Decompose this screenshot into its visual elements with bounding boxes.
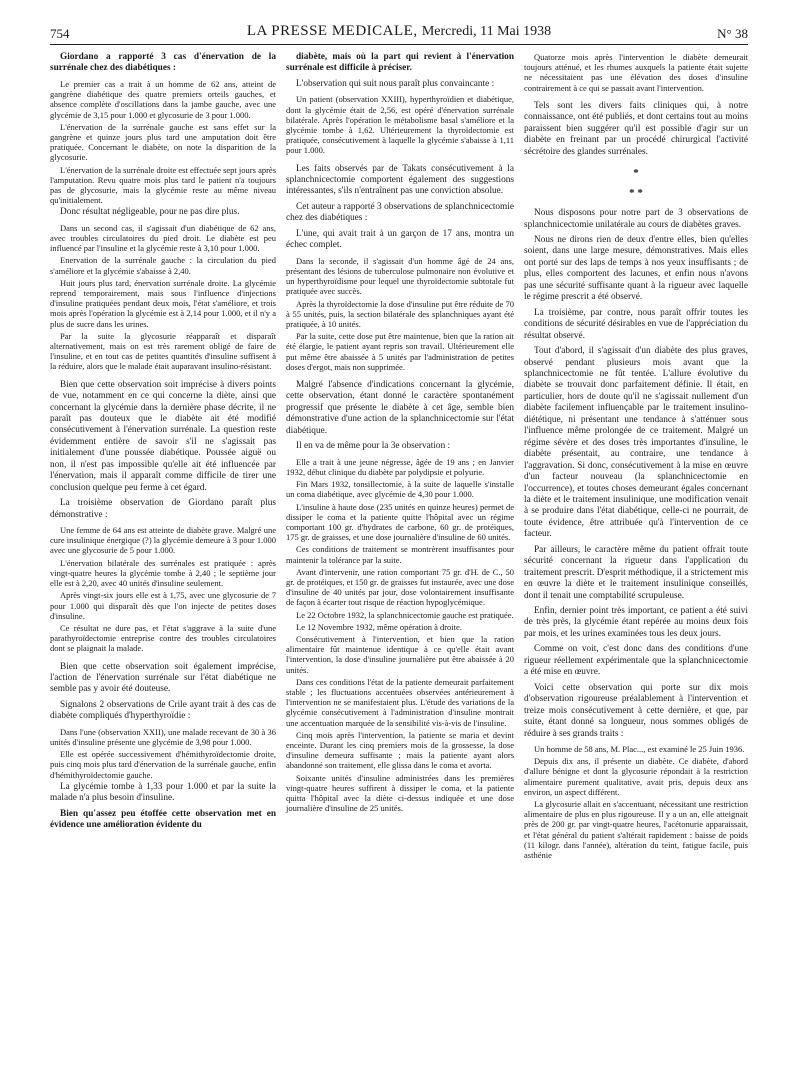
paragraph: Giordano a rapporté 3 cas d'énervation de la surrénale chez des diabétiques : [50,52,276,74]
paragraph: Tels sont les divers faits cliniques qui, à notre connaissance, ont été publiés, et dont certains tout au moins paraissent bien suggérer qu'il est possible d'agir sur un diabète en freinant par un procédé chirurgical l'activité sécrétoire des glandes surrénales. [524,100,748,157]
paragraph: Après vingt-six jours elle est à 1,75, avec une glycosurie de 7 pour 1.000 qui disparaît dès que l'on injecte de petites doses d'insuline. [50,590,276,621]
paragraph: Par la suite, cette dose put être maintenue, bien que la ration ait été élargie, le patient ayant repris son travail. Ultérieurement elle put même être abaissée à 5 unités par l'administration de petites doses d'ergot, mais non supprimée. [286,331,514,372]
paragraph: Il en va de même pour la 3e observation : [296,441,451,452]
paragraph: La troisième, par contre, nous paraît offrir toutes les conditions de sécurité désirables en vue de l'appréciation du résultat observé. [524,307,748,341]
paragraph: La troisième observation de Giordano paraît plus démonstrative : [50,498,276,520]
paragraph: Bien qu'assez peu étoffée cette observation met en évidence une amélioration évidente du [50,808,276,831]
paragraph: L'énervation de la surrénale gauche est sans effet sur la gangrène et quinze jours plus tard une amputation doit être pratiquée. Concernant le diabète, on note la disparition de la glycosurie. [50,121,276,163]
paragraph: Enervation de la surrénale gauche : la circulation du pied s'améliore et la glycémie s'abaisse à 2,40. [50,255,276,276]
paragraph: Enfin, dernier point très important, ce patient a été suivi de très près, la glycémie étant repérée au moins deux fois par mois, et les urines examinées tous les deux jours. [524,606,748,639]
paragraph: Dans un second cas, il s'agissait d'un diabétique de 62 ans, avec troubles circulatoires du pied droit. Le diabète est peu influencé par l'insuline et la glycémie reste à 3,10 pour 1.000. [50,222,276,254]
page-number: 754 [50,26,70,41]
paragraph: Soixante unités d'insuline administrées dans les premières vingt-quatre heures suffirent à dissiper le coma, et la patiente quitta l'hôpital avec la diète ci-dessus indiquée et une dose journalière d'insuline de 25 unités. [286,772,514,814]
paragraph: Les faits observés par de Takats consécutivement à la splanchnicectomie comportent également des suggestions intéressantes, s'ils n'entraînent pas une conviction absolue. [286,163,514,197]
paragraph: Dans ces conditions l'état de la patiente demeurait parfaitement stable ; les fluctuations accentuées observées antérieurement à l'intervention ne se manifestaient plus. L'étude des variations de la glycémie consécutivement à l'administration d'insuline montrait une accentuation marquée de la sensibilité vis-à-vis de l'insuline. [286,676,514,728]
paragraph: Comme on voit, c'est donc dans des conditions d'une rigueur réellement expérimentale que la splanchnicectomie a été mise en œuvre. [524,644,748,678]
page-header [50,20,748,45]
paragraph: Signalons 2 observations de Crile ayant trait à des cas de diabète compliqués d'hyperthyroïdie : [50,699,276,722]
paragraph: L'observation qui suit nous paraît plus convaincante : [296,78,495,89]
paragraph: Huit jours plus tard, énervation surrénale droite. La glycémie reprend temporairement, mais sous l'influence d'injections d'insuline pratiquées pendant deux mois, l'état s'améliore, et trois mois après l'opération la glycémie est à 2,14 pour 1.000, et il n'y a plus de sucre dans les urines. [50,277,276,329]
paragraph: Depuis dix ans, il présente un diabète. Ce diabète, d'abord d'allure bénigne et dont la glycosurie répondait à la restriction alimentaire purement qualitative, avait pris, depuis deux ans environ, un aspect différent. [524,756,748,797]
paragraph: Après la thyroïdectomie la dose d'insuline put être réduite de 70 à 55 unités, puis, la section bilatérale des splanchniques ayant été pratiquée, à 10 unités. [286,298,514,329]
paragraph: Un patient (observation XXIII), hyperthyroïdien et diabétique, dont la glycémie était de 2,56, est opéré d'énervation surrénale bilatérale. Après l'opération le métabolisme basal s'améliore et la glycémie tombe à 1,62. Ultérieurement la thyroïdectomie est pratiquée, consécutivement à laquelle la glycémie s'abaisse à 1,11 pour 1.000. [286,94,514,156]
paragraph: Le 12 Novembre 1932, même opération à droite. [296,621,462,632]
paragraph: Un homme de 58 ans, M. Plac..., est examiné le 25 Juin 1936. [534,744,745,755]
paragraph: Consécutivement à l'intervention, et bien que la ration alimentaire fût maintenue identique à ce qu'elle était avant l'intervention, la dose d'insuline journalière put être abaissée à 20 unités. [286,633,514,675]
paragraph: Elle a trait à une jeune négresse, âgée de 19 ans ; en Janvier 1932, début clinique du diabète par polydipsie et polyurie. [286,456,514,477]
paragraph: La glycémie tombe à 1,33 pour 1.000 et par la suite la malade n'a plus besoin d'insuline. [50,781,276,804]
paragraph: Donc résultat négligeable, pour ne pas dire plus. [60,207,240,218]
paragraph: Dans la seconde, il s'agissait d'un homme âgé de 24 ans, présentant des lésions de tuberculose pulmonaire non évolutive et un hyperthyroïdisme pour lequel une thyroïdectomie subtotale fut pratiquée avec succès. [286,255,514,297]
issue-number: N° 38 [717,26,748,41]
paragraph: Bien que cette observation soit également imprécise, l'action de l'énervation surrénale sur l'état diabétique ne semble pas y avoir été douteuse. [50,661,276,695]
paragraph: Une femme de 64 ans est atteinte de diabète grave. Malgré une cure insulinique énergique (?) la glycémie demeure à 3 pour 1.000 avec une glycosurie de 5 pour 1.000. [50,525,276,556]
section-separator: * * [629,187,643,200]
paragraph: Voici cette observation qui porte sur dix mois d'observation rigoureuse préalablement à l'intervention et treize mois consécutivement à cette dernière, et que, par suite, étant donné sa longueur, nous sommes obligés de réduire à ses grands traits : [524,682,748,739]
paragraph: Tout d'abord, il s'agissait d'un diabète des plus graves, observé pendant plusieurs mois avant que la splanchnicectomie ne fût tentée. L'allure évolutive du diabète se trouvait donc parfaitement définie. Il était, en particulier, hors de doute qu'il ne s'agissait nullement d'un diabète facilement influençable par le traitement insulino-diététique, ni présentant une tendance à s'atténuer sous l'influence même prolongée de ce traitement. Malgré un régime sévère et des doses très importantes d'insuline, le diabète présentait, au contraire, une tendance à l'aggravation. Si donc, consécutivement à la mise en œuvre d'un facteur nouveau (la splanchnicectomie en l'occurrence), et toutes choses demeurant égales concernant la diète et le traitement insulinique, une modification venait à se produire dans l'état diabétique, celle-ci ne pourrait, de toute évidence, être attribuée qu'à l'intervention de ce facteur. [524,346,748,540]
issue-date: Mercredi, 11 Mai 1938 [421,24,552,39]
paragraph: Avant d'intervenir, une ration comportant 75 gr. d'H. de C., 50 gr. de protéiques, et 150 gr. de graisses fut instaurée, avec une dose d'insuline de 40 unités par jour, dose volontairement insuffisante de façon à écarter tout risque de réaction hypoglycémique. [286,566,515,608]
paragraph: L'insuline à haute dose (235 unités en quinze heures) permet de dissiper le coma et la patiente quitte l'hôpital avec un régime comportant 100 gr. d'hydrates de carbone, 60 gr. de protéiques, 175 gr. de graisses, et une dose journalière d'insuline de 60 unités. [286,501,514,543]
paragraph: L'énervation bilatérale des surrénales est pratiquée : après vingt-quatre heures la glycémie tombe à 2,40 ; le septième jour elle est à 2,20, avec 40 unités d'insuline seulement. [50,557,276,589]
paragraph: Par la suite la glycosurie réapparaît et disparaît alternativement, mais on est très rarement obligé de faire de l'insuline, et en tout cas de petites quantités d'insuline suffisent à la réduire, alors que le malade était auparavant insulino-résistant. [50,330,276,372]
journal-title-line [50,23,748,40]
paragraph: Par ailleurs, le caractère même du patient offrait toute sécurité concernant la rigueur dans l'application du traitement prescrit. D'esprit méthodique, il a strictement mis en œuvre la diète et le traitement insulinique conseillés, dont il tenait une comptabilité scrupuleuse. [524,544,748,601]
paragraph: La glycosurie allait en s'accentuant, nécessitant une restriction alimentaire de plus en plus rigoureuse. Il y a un an, elle atteignait près de 200 gr. par vingt-quatre heures, l'acétonurie apparaissait, et l'état général du patient s'altérait rapidement : baisse de poids (11 kilogr. dans l'année), altération du teint, fatigue facile, puis asthénie [524,799,748,861]
paragraph: Le 22 Octobre 1932, la splanchnicectomie gauche est pratiquée. [296,609,514,620]
paragraph: Cinq mois après l'intervention, la patiente se maria et devint enceinte. Durant les cinq premiers mois de la grossesse, la dose d'insuline demeura suffisante ; mais la patiente ayant alors abandonné son traitement, elle glissa dans le coma et avorta. [286,729,514,771]
paragraph: Ce résultat ne dure pas, et l'état s'aggrave à la suite d'une parathyroïdectomie entreprise contre des troubles circulatoires dont se plaignait la malade. [50,622,276,654]
paragraph: Ces conditions de traitement se montrèrent insuffisantes pour maintenir la tolérance par la suite. [286,544,514,565]
paragraph: Le premier cas a trait à un homme de 62 ans, atteint de gangrène diabétique des quatre premiers orteils gauches, et absence complète d'oscillations dans la jambe gauche, avec une glycémie de 3,15 pour 1.000 et glycosurie de 3 pour 1.000. [50,78,276,120]
paragraph: Dans l'une (observation XXII), une malade recevant de 30 à 36 unités d'insuline présente une glycémie de 3,98 pour 1.000. [50,726,276,747]
paragraph: L'une, qui avait trait à un garçon de 17 ans, montra un échec complet. [286,228,514,251]
paragraph: Elle est opérée successivement d'hémithyroïdectomie droite, puis cinq mois plus tard d'énervation de la surrénale gauche, enfin d'hémithyroïdectomie gauche. [50,749,276,780]
text-column-right [524,52,748,862]
text-column-middle [286,52,514,815]
paragraph: L'énervation de la surrénale droite est effectuée sept jours après l'amputation. Revu quatre mois plus tard le patient n'a toujours pas de glycosurie, mais la glycémie reste au même niveau qu'initialement. [50,164,276,206]
journal-name: LA PRESSE MEDICALE, [246,23,418,39]
paragraph: Quatorze mois après l'intervention le diabète demeurait toujours atténué, et les rhumes auxquels la patiente était sujette ne nécessitaient pas une élévation des doses d'insuline contrairement à ce qui se passait avant l'intervention. [524,52,748,93]
paragraph: Fin Mars 1932, tonsillectomie, à la suite de laquelle s'installe un coma diabétique, avec glycémie de 4,30 pour 1.000. [286,479,514,500]
paragraph: Cet auteur a rapporté 3 observations de splanchnicectomie chez des diabétiques : [286,201,514,224]
paragraph: Nous disposons pour notre part de 3 observations de splanchnicectomie unilatérale au cours de diabètes graves. [524,208,748,230]
paragraph: diabète, mais où la part qui revient à l'énervation surrénale est difficile à préciser. [286,52,514,74]
paragraph: Nous ne dirons rien de deux d'entre elles, bien qu'elles soient, dans une large mesure, démonstratives. Mais elles ont porté sur des laps de temps à nos yeux insuffisants ; de plus, elles comportent des lacunes, et enfin nous n'avons pas une sécurité suffisante quant à la rigueur avec laquelle le régime prescrit a été observé. [524,234,748,303]
paragraph: Malgré l'absence d'indications concernant la glycémie, cette observation, étant donné le caractère spontanément progressif que présente le diabète à cet âge, semble bien démonstrative d'une action de la splanchnicectomie sur l'état diabétique. [286,379,514,436]
paragraph: Bien que cette observation soit imprécise à divers points de vue, notamment en ce qui concerne la diète, ainsi que concernant la glycémie dans la dernière phase décrite, il ne paraît pas douteux que le diabète ait été modifié consécutivement à l'énervation surrénale. La question reste évidemment entière de savoir s'il ne s'agissait pas initialement d'une poussée diabétique. Poussée aiguë ou non, il n'est pas impossible qu'elle ait été influencée par l'énervation, mais il apparaît comme difficile de tirer une conclusion quelque peu ferme à cet égard. [50,379,276,493]
section-separator: * [633,167,639,180]
text-column-left [50,52,276,836]
